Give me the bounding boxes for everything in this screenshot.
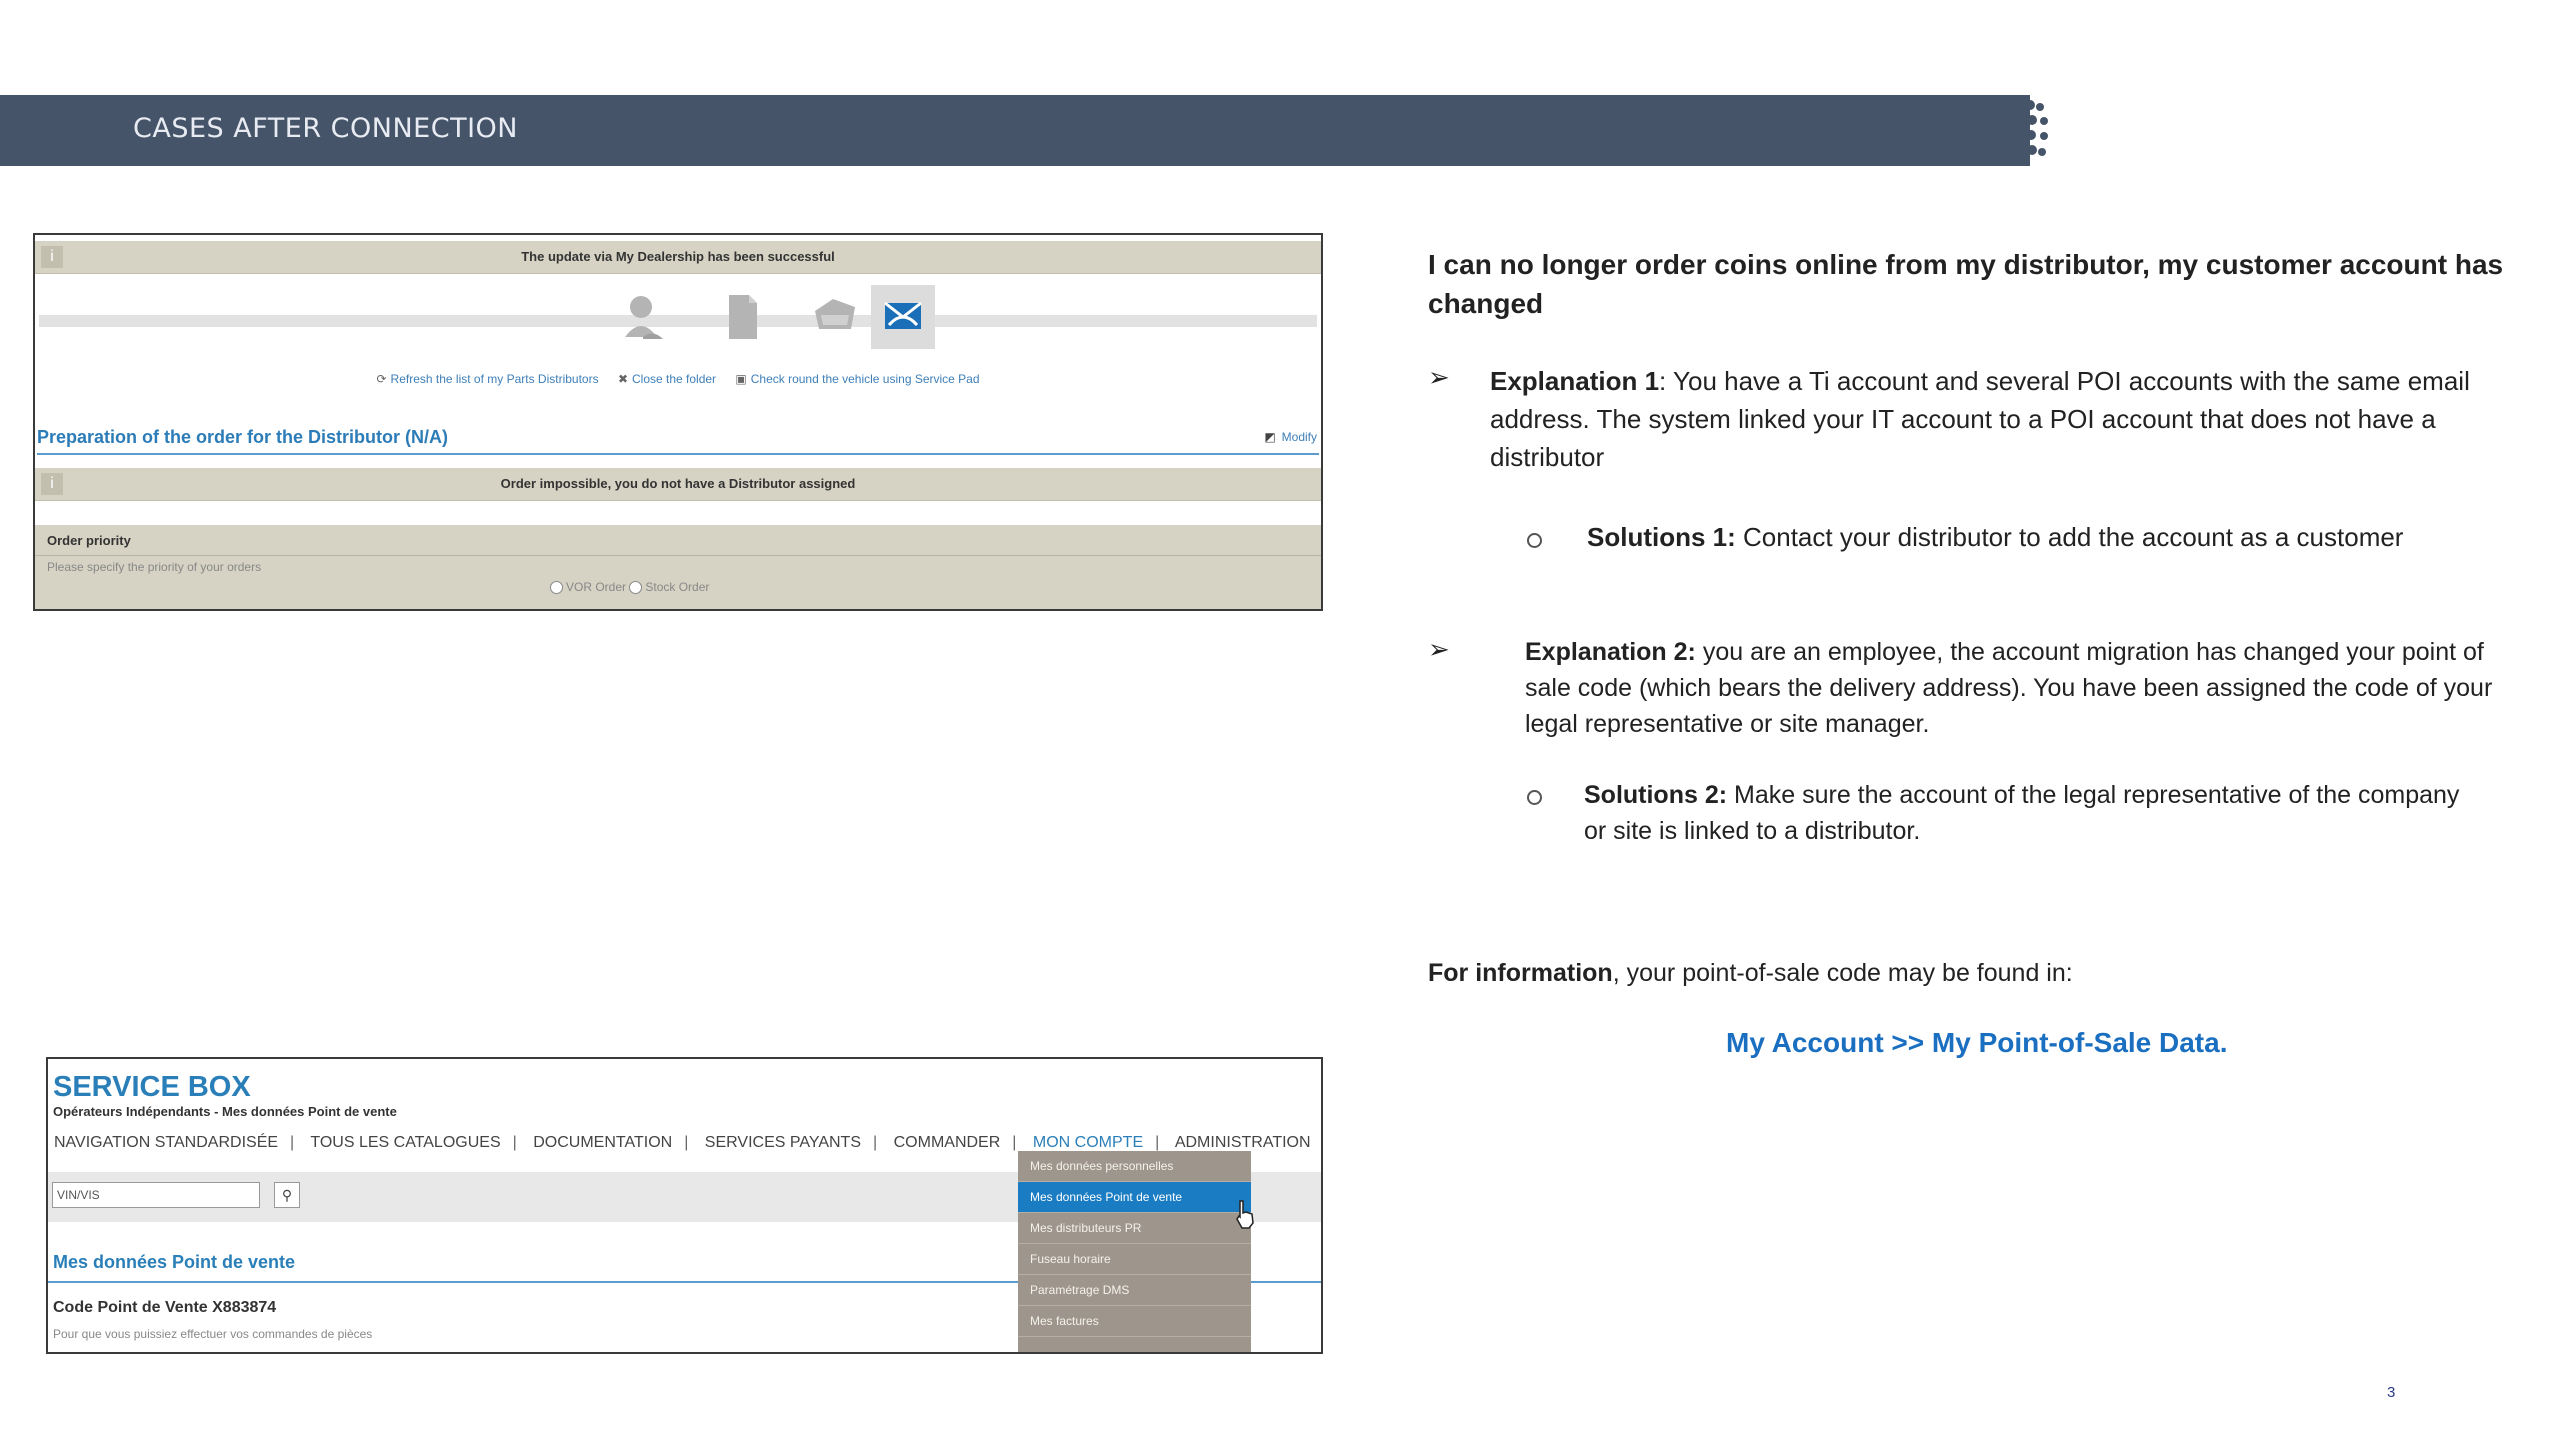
refresh-icon: ⟳	[376, 372, 387, 386]
solution-1: Solutions 1: Contact your distributor to add the account as a customer	[1587, 522, 2404, 552]
dropdown-item-personal-data[interactable]: Mes données personnelles	[1018, 1151, 1251, 1182]
nav-mon-compte[interactable]: MON COMPTE	[1032, 1134, 1144, 1151]
mon-compte-dropdown	[1018, 1151, 1251, 1354]
point-of-sale-code: Code Point de Vente X883874	[53, 1299, 277, 1316]
screenshot-service-box	[46, 1057, 1323, 1354]
nav-commander[interactable]: COMMANDER	[893, 1134, 1001, 1151]
explanation-1: Explanation 1: You have a Ti account and several POI accounts with the same email address. The system linked your IT account to a POI account that does not have a distributor	[1490, 366, 2470, 472]
user-step-icon[interactable]	[613, 285, 677, 349]
nav-services-payants[interactable]: SERVICES PAYANTS	[704, 1134, 861, 1151]
progress-track	[39, 315, 1317, 327]
info-icon: i	[41, 246, 63, 268]
dropdown-item-point-of-sale-data[interactable]: Mes données Point de vente	[1018, 1182, 1251, 1213]
nav-documentation[interactable]: DOCUMENTATION	[533, 1134, 673, 1151]
question-heading: I can no longer order coins online from my distributor, my customer account has changed	[1428, 249, 2504, 319]
vor-order-radio[interactable]: VOR Order	[550, 580, 626, 594]
priority-divider	[35, 555, 1321, 556]
dropdown-item-distributors[interactable]: Mes distributeurs PR	[1018, 1213, 1251, 1244]
dropdown-item-dms-settings[interactable]: Paramétrage DMS	[1018, 1275, 1251, 1306]
brand-dots-icon	[2010, 95, 2070, 166]
close-folder-link[interactable]: ✖ Close the folder	[617, 372, 717, 386]
dropdown-item-timezone[interactable]: Fuseau horaire	[1018, 1244, 1251, 1275]
page-title: Mes données Point de vente	[53, 1252, 296, 1272]
nav-administration[interactable]: ADMINISTRATION	[1174, 1134, 1311, 1151]
nav-tous-les-catalogues[interactable]: TOUS LES CATALOGUES	[310, 1134, 501, 1151]
action-links	[35, 372, 1321, 386]
arrow-bullet-icon: ➢	[1428, 634, 1450, 664]
arrow-bullet-icon: ➢	[1428, 362, 1450, 392]
explanation-2: Explanation 2: you are an employee, the account migration has changed your point of sale code (which bears the delivery address). You have been assigned the code of your legal representative or site manager.	[1525, 638, 2493, 738]
folder-step-icon[interactable]	[803, 285, 867, 349]
dropdown-item-invoices[interactable]: Mes factures	[1018, 1306, 1251, 1337]
priority-radios	[550, 580, 709, 594]
dealership-step-icon[interactable]	[871, 285, 935, 349]
info-icon: i	[41, 473, 63, 495]
hand-cursor-icon	[1234, 1199, 1256, 1229]
search-icon: ⚲	[281, 1187, 293, 1203]
search-button[interactable]	[274, 1182, 300, 1208]
circle-bullet-icon	[1527, 790, 1542, 805]
service-box-subtitle: Opérateurs Indépendants - Mes données Point de vente	[53, 1104, 397, 1119]
vin-search-input[interactable]: VIN/VIS	[52, 1182, 260, 1208]
check-vehicle-link[interactable]: ▣ Check round the vehicle using Service Pad	[735, 372, 980, 386]
document-step-icon[interactable]	[709, 285, 773, 349]
priority-help: Please specify the priority of your orders	[47, 560, 262, 574]
order-priority-panel	[35, 525, 1321, 609]
circle-bullet-icon	[1527, 533, 1542, 548]
service-pad-icon: ▣	[735, 372, 747, 386]
close-icon: ✖	[617, 372, 628, 386]
slide-title: CASES AFTER CONNECTION	[133, 113, 518, 144]
priority-title: Order priority	[47, 533, 131, 548]
error-message: Order impossible, you do not have a Distributor assigned	[500, 476, 856, 491]
success-message: The update via My Dealership has been successful	[521, 249, 835, 264]
screenshot-order-preparation	[33, 233, 1323, 611]
info-line: For information, your point-of-sale code may be found in:	[1428, 959, 2073, 987]
solution-2: Solutions 2: Make sure the account of the legal representative of the company or site is linked to a distributor.	[1584, 781, 2460, 845]
section-divider	[37, 453, 1319, 455]
order-section-title: Preparation of the order for the Distributor (N/A)	[37, 427, 449, 447]
service-box-logo: SERVICE BOX	[53, 1071, 251, 1103]
stock-order-radio[interactable]: Stock Order	[629, 580, 709, 594]
modify-link[interactable]: ◩ Modify	[1264, 430, 1317, 444]
nav-navigation-standardisee[interactable]: NAVIGATION STANDARDISÉE	[54, 1134, 279, 1151]
error-bar	[35, 468, 1321, 501]
edit-icon: ◩	[1264, 430, 1276, 444]
point-of-sale-help: Pour que vous puissiez effectuer vos commandes de pièces	[53, 1327, 373, 1341]
my-account-link[interactable]: My Account >> My Point-of-Sale Data.	[1726, 1027, 2228, 1058]
page-number: 3	[2387, 1384, 2396, 1401]
main-nav: NAVIGATION STANDARDISÉE | TOUS LES CATALOGUES | DOCUMENTATION | SERVICES PAYANTS | COMMANDER | MON COMPTE | ADMINISTRATION	[54, 1134, 1311, 1151]
success-bar	[35, 241, 1321, 274]
refresh-distributors-link[interactable]: ⟳ Refresh the list of my Parts Distributors	[376, 372, 599, 386]
